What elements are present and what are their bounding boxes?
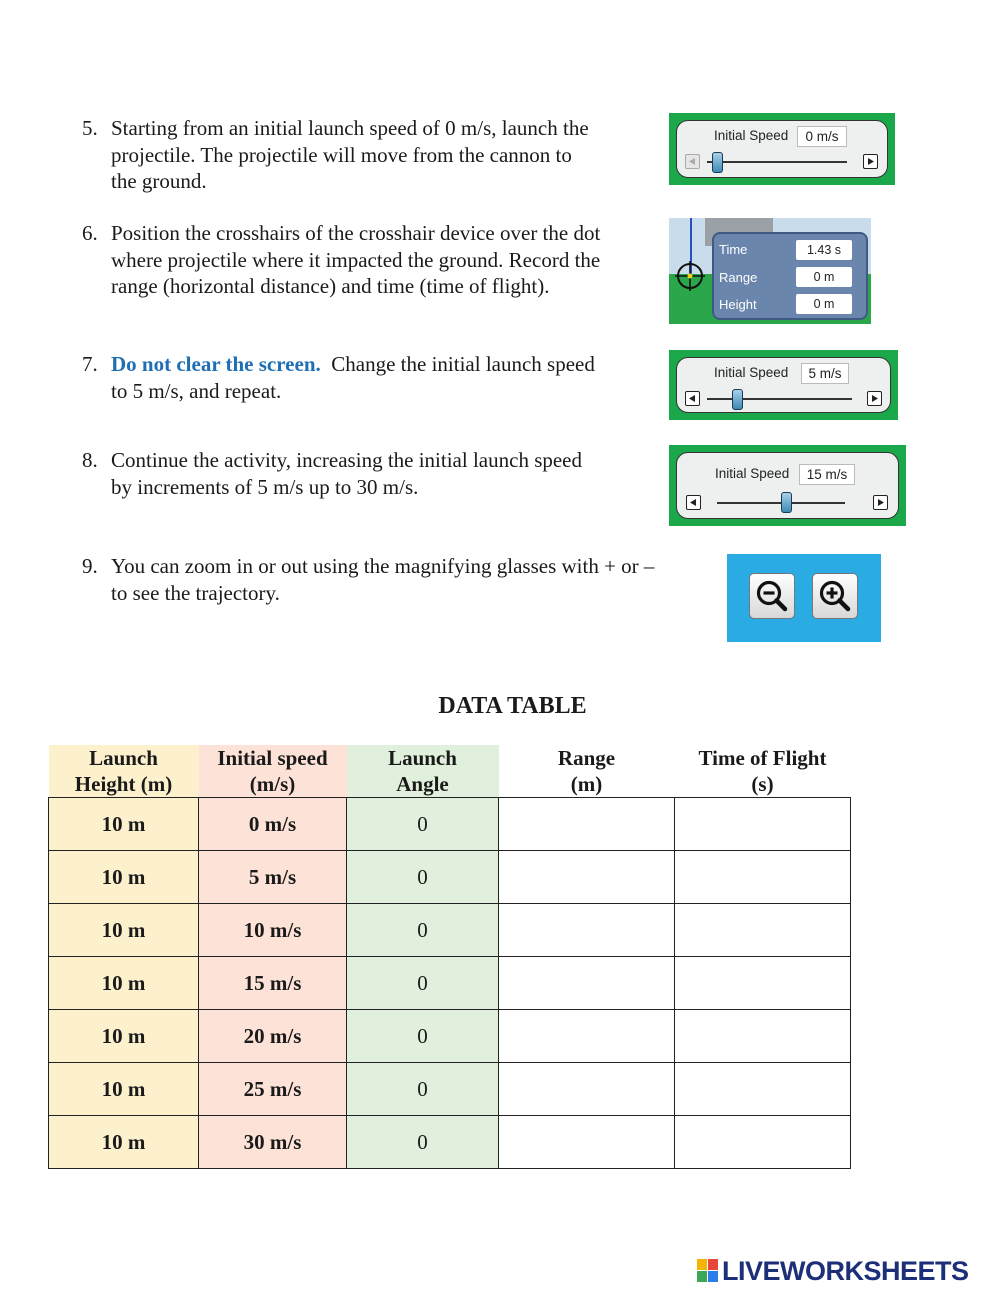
time-input-cell[interactable] <box>675 1063 851 1116</box>
step-line: projectile. The projectile will move from the cannon to <box>111 142 572 167</box>
left-arrow-icon <box>688 157 697 166</box>
launch-angle-cell: 0 <box>347 1116 499 1169</box>
data-table-title: DATA TABLE <box>438 693 587 719</box>
step-line: range (horizontal distance) and time (time of flight). <box>111 274 550 298</box>
initial-speed-cell: 25 m/s <box>199 1063 347 1116</box>
time-value: 1.43 s <box>796 240 852 260</box>
step-line: to see the trajectory. <box>111 580 280 605</box>
range-label: Range <box>719 270 758 285</box>
header-launch-height: Launch Height (m) <box>49 745 199 798</box>
step-line: to 5 m/s, and repeat. <box>111 378 282 403</box>
speed-slider-thumb[interactable] <box>781 492 792 513</box>
initial-speed-value[interactable]: 0 m/s <box>797 126 847 147</box>
step-number: 7. <box>82 352 98 376</box>
step-number: 6. <box>82 221 98 245</box>
time-input-cell[interactable] <box>675 1010 851 1063</box>
initial-speed-cell: 5 m/s <box>199 851 347 904</box>
step-line: where projectile where it impacted the ground. Record the <box>111 247 601 272</box>
table-row <box>49 1010 851 1063</box>
speed-decrease-button[interactable] <box>686 495 701 510</box>
crosshair-panel <box>669 218 871 324</box>
zoom-out-button[interactable] <box>749 573 795 619</box>
initial-speed-cell: 20 m/s <box>199 1010 347 1063</box>
launch-angle-cell: 0 <box>347 957 499 1010</box>
table-row <box>49 957 851 1010</box>
logo-text: LIVEWORKSHEETS <box>722 1256 969 1286</box>
left-arrow-icon <box>689 498 698 507</box>
launch-height-cell: 10 m <box>49 1063 199 1116</box>
initial-speed-label: Initial Speed <box>715 466 790 481</box>
range-input-cell[interactable] <box>499 1116 675 1169</box>
initial-speed-cell: 15 m/s <box>199 957 347 1010</box>
range-input-cell[interactable] <box>499 904 675 957</box>
initial-speed-cell: 30 m/s <box>199 1116 347 1169</box>
liveworksheets-logo-icon <box>697 1259 719 1283</box>
time-input-cell[interactable] <box>675 798 851 851</box>
initial-speed-label: Initial Speed <box>714 128 789 143</box>
header-range: Range (m) <box>557 746 616 796</box>
initial-speed-widget-5 <box>669 350 898 420</box>
zoom-controls <box>727 554 881 642</box>
crosshair-readout <box>712 232 868 320</box>
speed-slider-thumb[interactable] <box>712 152 723 173</box>
initial-speed-value[interactable]: 15 m/s <box>799 464 855 485</box>
table-row <box>49 1063 851 1116</box>
initial-speed-widget-0 <box>669 113 895 185</box>
step-line: Starting from an initial launch speed of 0 m/s, launch the <box>111 116 589 140</box>
range-input-cell[interactable] <box>499 1010 675 1063</box>
speed-increase-button[interactable] <box>873 495 888 510</box>
range-input-cell[interactable] <box>499 1063 675 1116</box>
step-line: by increments of 5 m/s up to 30 m/s. <box>111 474 419 499</box>
initial-speed-cell: 10 m/s <box>199 904 347 957</box>
step-line: You can zoom in or out using the magnifying glasses with + or – <box>111 554 655 578</box>
table-row <box>49 798 851 851</box>
step-line: Change the initial launch speed <box>320 352 595 376</box>
time-input-cell[interactable] <box>675 904 851 957</box>
launch-angle-cell: 0 <box>347 1010 499 1063</box>
zoom-out-icon <box>754 578 790 614</box>
step-line: the ground. <box>111 169 207 193</box>
time-label: Time <box>719 242 748 257</box>
header-initial-speed: Initial speed (m/s) <box>199 745 347 798</box>
step-line: Continue the activity, increasing the initial launch speed <box>111 448 583 472</box>
range-input-cell[interactable] <box>499 957 675 1010</box>
step-number: 5. <box>82 116 98 140</box>
range-input-cell[interactable] <box>499 851 675 904</box>
speed-slider-thumb[interactable] <box>732 389 743 410</box>
launch-height-cell: 10 m <box>49 798 199 851</box>
launch-height-cell: 10 m <box>49 957 199 1010</box>
step-number: 9. <box>82 554 98 578</box>
launch-angle-cell: 0 <box>347 1063 499 1116</box>
speed-decrease-button[interactable] <box>685 391 700 406</box>
data-table <box>48 745 851 1169</box>
zoom-in-icon <box>817 578 853 614</box>
launch-height-cell: 10 m <box>49 904 199 957</box>
speed-increase-button[interactable] <box>867 391 882 406</box>
launch-height-cell: 10 m <box>49 1010 199 1063</box>
time-input-cell[interactable] <box>675 957 851 1010</box>
header-launch-angle: Launch Angle <box>347 745 499 798</box>
height-label: Height <box>719 297 757 312</box>
height-value: 0 m <box>796 294 852 314</box>
initial-speed-widget-15 <box>669 445 906 526</box>
right-arrow-icon <box>870 394 879 403</box>
launch-angle-cell: 0 <box>347 798 499 851</box>
initial-speed-value[interactable]: 5 m/s <box>801 363 849 384</box>
right-arrow-icon <box>866 157 875 166</box>
step-number: 8. <box>82 448 98 472</box>
time-input-cell[interactable] <box>675 1116 851 1169</box>
right-arrow-icon <box>876 498 885 507</box>
initial-speed-label: Initial Speed <box>714 365 789 380</box>
speed-decrease-button[interactable] <box>685 154 700 169</box>
time-input-cell[interactable] <box>675 851 851 904</box>
launch-angle-cell: 0 <box>347 851 499 904</box>
speed-slider-track[interactable] <box>707 398 852 400</box>
table-row <box>49 1116 851 1169</box>
crosshair-icon[interactable] <box>675 261 705 291</box>
launch-height-cell: 10 m <box>49 1116 199 1169</box>
launch-height-cell: 10 m <box>49 851 199 904</box>
zoom-in-button[interactable] <box>812 573 858 619</box>
launch-angle-cell: 0 <box>347 904 499 957</box>
header-time-of-flight: Time of Flight (s) <box>698 746 827 796</box>
range-value: 0 m <box>796 267 852 287</box>
speed-increase-button[interactable] <box>863 154 878 169</box>
speed-slider-track[interactable] <box>707 161 847 163</box>
left-arrow-icon <box>688 394 697 403</box>
initial-speed-cell: 0 m/s <box>199 798 347 851</box>
emphasis-text: Do not clear the screen. <box>111 352 321 376</box>
table-row <box>49 851 851 904</box>
table-row <box>49 904 851 957</box>
range-input-cell[interactable] <box>499 798 675 851</box>
step-line: Position the crosshairs of the crosshair device over the dot <box>111 221 601 245</box>
